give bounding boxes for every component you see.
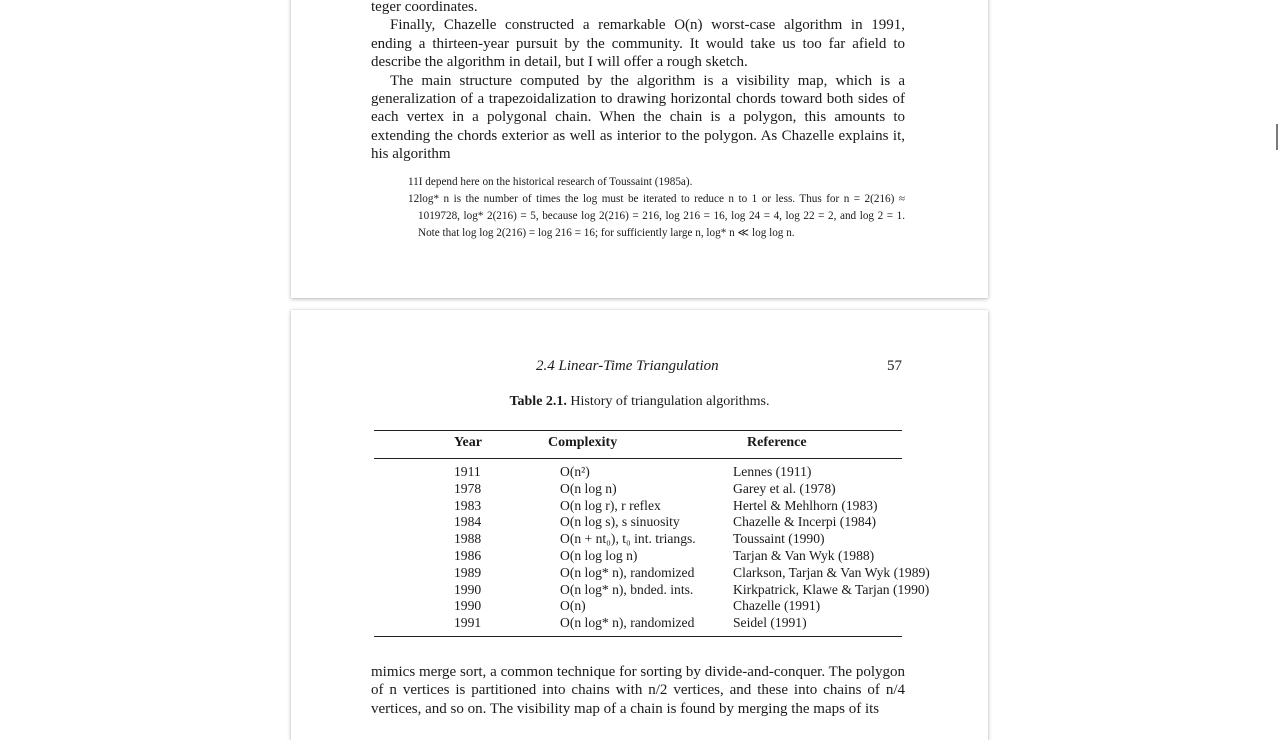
year-cell: 1911: [454, 464, 481, 479]
paragraph: teger coordinates.: [371, 0, 478, 15]
table-header-complexity: Complexity: [548, 435, 618, 450]
table-row: [374, 615, 953, 632]
reference-cell: Kirkpatrick, Klawe & Tarjan (1990): [733, 581, 930, 597]
reference-cell: Toussaint (1990): [733, 531, 825, 547]
reference-cell: Garey et al. (1978): [733, 480, 836, 496]
table-row: [374, 498, 953, 515]
table-caption: [291, 394, 988, 410]
table-row: [374, 531, 953, 548]
year-cell: 1978: [454, 480, 482, 496]
document-page-57: [291, 310, 988, 740]
reference-cell: Chazelle (1991): [733, 598, 821, 614]
running-head: 2.4 Linear-Time Triangulation: [536, 358, 719, 374]
year-cell: 1989: [454, 564, 482, 580]
paragraph: The main structure computed by the algorithm is a visibility map, which is a generalization of a trapezoidalization to drawing horizontal chords toward both sides of each vertex in a polygonal chain. When the chain is a polygon, this amounts to extending the chords exterior as well as interior to the polygon. As Chazelle explains it, his algorithm: [371, 72, 905, 163]
document-page-56: [291, 0, 988, 298]
paragraph: mimics merge sort, a common technique for sorting by divide-and-conquer. The polygon of n vertices is partitioned into chains with n/2 vertices, and these into chains of n/4 vertices, and so on. The visibility map of a chain is found by merging the maps of its: [371, 664, 905, 717]
year-cell: 1984: [454, 514, 482, 530]
reference-cell: Hertel & Mehlhorn (1983): [733, 497, 878, 513]
complexity-cell: O(n + nt₀), t₀ int. triangs.: [560, 531, 696, 547]
table-row: [374, 548, 953, 565]
year-cell: 1983: [454, 497, 482, 513]
table-header-rule: [374, 458, 902, 459]
complexity-cell: O(n log* n), randomized: [560, 564, 695, 580]
reference-cell: Chazelle & Incerpi (1984): [733, 514, 877, 530]
footnote: 12log* n is the number of times the log must be iterated to reduce n to 1 or less. Thus for n = 2(216) ≈ 1019728, log* 2(216) = 5, because log 2(216) = 216, log 216 = 16, log 24 = 4, log 22 = 2, and log 2 = 1. Note that log log 2(216) = log 216 = 16; for sufficiently large n, log* n ≪ log log n.: [408, 193, 905, 239]
complexity-cell: O(n log log n): [560, 547, 638, 563]
table-top-rule: [374, 430, 902, 431]
complexity-cell: O(n): [560, 598, 586, 614]
reference-cell: Tarjan & Van Wyk (1988): [733, 547, 875, 563]
table-caption-text: History of triangulation algorithms.: [570, 394, 770, 409]
body-text: [371, 663, 905, 718]
reference-cell: Lennes (1911): [733, 464, 812, 479]
complexity-cell: O(n log s), s sinuosity: [560, 514, 680, 530]
table-row: [374, 582, 953, 599]
reference-cell: Clarkson, Tarjan & Van Wyk (1989): [733, 564, 930, 580]
paragraph: Finally, Chazelle constructed a remarkable O(n) worst-case algorithm in 1991, ending a thirteen-year pursuit by the community. It would take us too far afield to describe the algorithm in detail, but I will offer a rough sketch.: [371, 17, 905, 71]
scrollbar-thumb[interactable]: [1276, 124, 1278, 150]
year-cell: 1988: [454, 531, 482, 547]
year-cell: 1986: [454, 547, 482, 563]
triangulation-history-table: [374, 464, 953, 632]
year-cell: 1990: [454, 581, 482, 597]
table-row: [374, 514, 953, 531]
complexity-cell: O(n log n): [560, 480, 617, 496]
table-header-reference: Reference: [747, 435, 807, 450]
complexity-cell: O(n log r), r reflex: [560, 497, 661, 513]
complexity-cell: O(n log* n), randomized: [560, 615, 695, 631]
page-number: 57: [887, 358, 902, 374]
complexity-cell: O(n log* n), bnded. ints.: [560, 581, 694, 597]
complexity-cell: O(n²): [560, 464, 590, 479]
table-bottom-rule: [374, 636, 902, 637]
body-text: [371, 0, 905, 164]
table-row: [374, 565, 953, 582]
table-row: [374, 598, 953, 615]
table-row: [374, 464, 953, 481]
reference-cell: Seidel (1991): [733, 615, 807, 631]
year-cell: 1991: [454, 615, 482, 631]
table-caption-label: Table 2.1.: [509, 394, 567, 409]
footnote: 11I depend here on the historical research of Toussaint (1985a).: [408, 176, 693, 188]
year-cell: 1990: [454, 598, 482, 614]
footnotes: [408, 174, 905, 242]
table-row: [374, 481, 953, 498]
table-header-year: Year: [454, 435, 482, 450]
